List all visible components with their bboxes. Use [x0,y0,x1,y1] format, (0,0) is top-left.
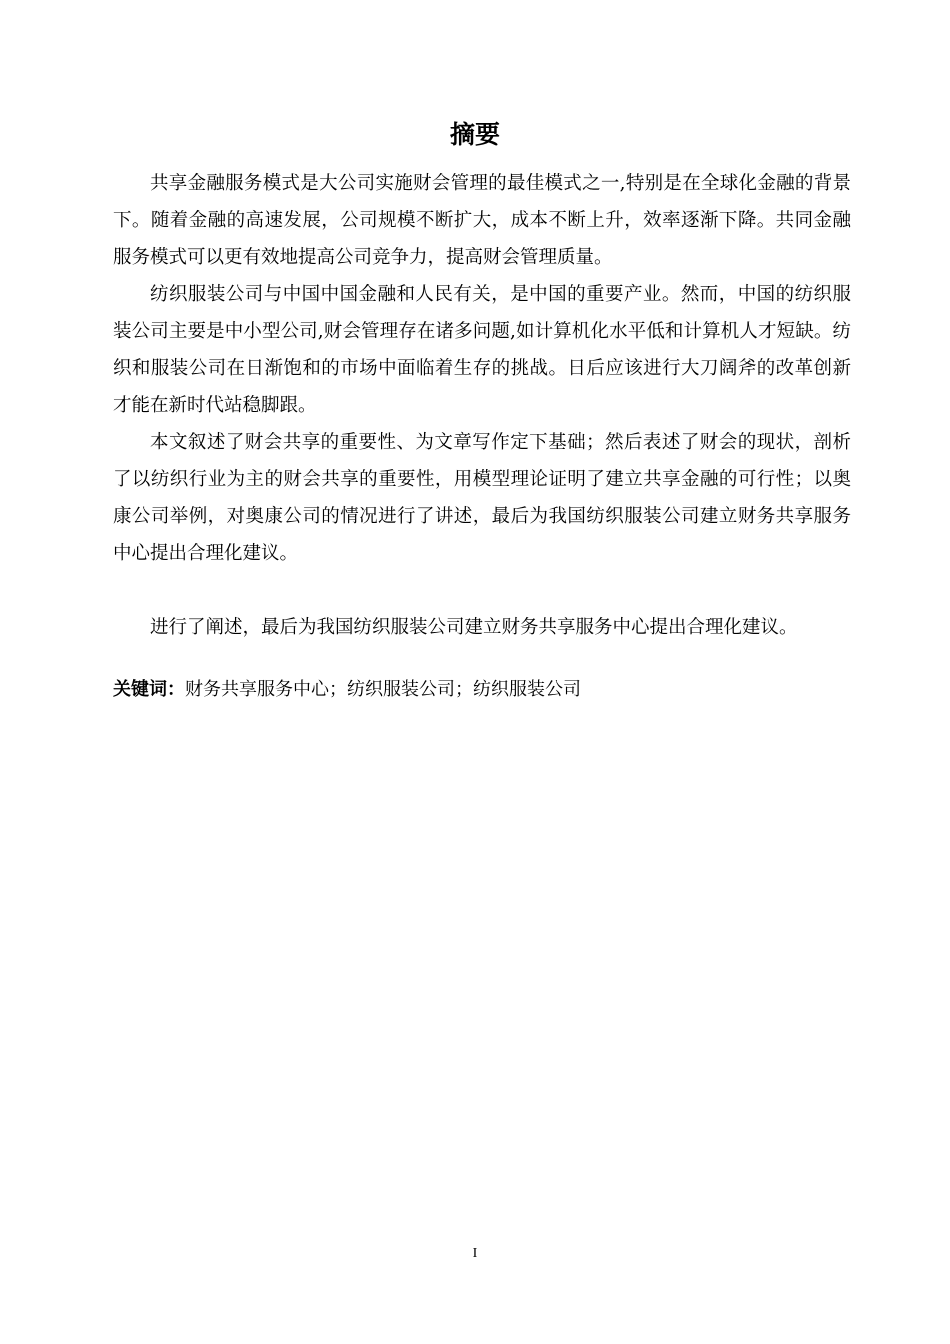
keywords-line [113,675,851,705]
keywords-value: 财务共享服务中心；纺织服装公司；纺织服装公司 [185,679,581,700]
abstract-paragraph-2: 纺织服装公司与中国中国金融和人民有关，是中国的重要产业。然而，中国的纺织服装公司主要是中小型公司,财会管理存在诸多问题,如计算机化水平低和计算机人才短缺。纺织和服装公司在日渐饱和的市场中面临着生存的挑战。日后应该进行大刀阔斧的改革创新才能在新时代站稳脚跟。 [113,284,851,416]
abstract-paragraph-3: 本文叙述了财会共享的重要性、为文章写作定下基础；然后表述了财会的现状，剖析了以纺织行业为主的财会共享的重要性，用模型理论证明了建立共享金融的可行性；以奥康公司举例，对奥康公司的情况进行了讲述，最后为我国纺织服装公司建立财务共享服务中心提出合理化建议。 [113,432,851,564]
abstract-body [113,165,851,705]
keywords-label: 关键词： [113,679,185,700]
abstract-title: 摘要 [449,120,500,149]
page-number: I [472,1246,478,1261]
abstract-paragraph-4: 进行了阐述，最后为我国纺织服装公司建立财务共享服务中心提出合理化建议。 [150,617,798,638]
abstract-paragraph-1: 共享金融服务模式是大公司实施财会管理的最佳模式之一,特别是在全球化金融的背景下。随着金融的高速发展，公司规模不断扩大，成本不断上升，效率逐渐下降。共同金融服务模式可以更有效地提高公司竞争力，提高财会管理质量。 [113,173,851,268]
